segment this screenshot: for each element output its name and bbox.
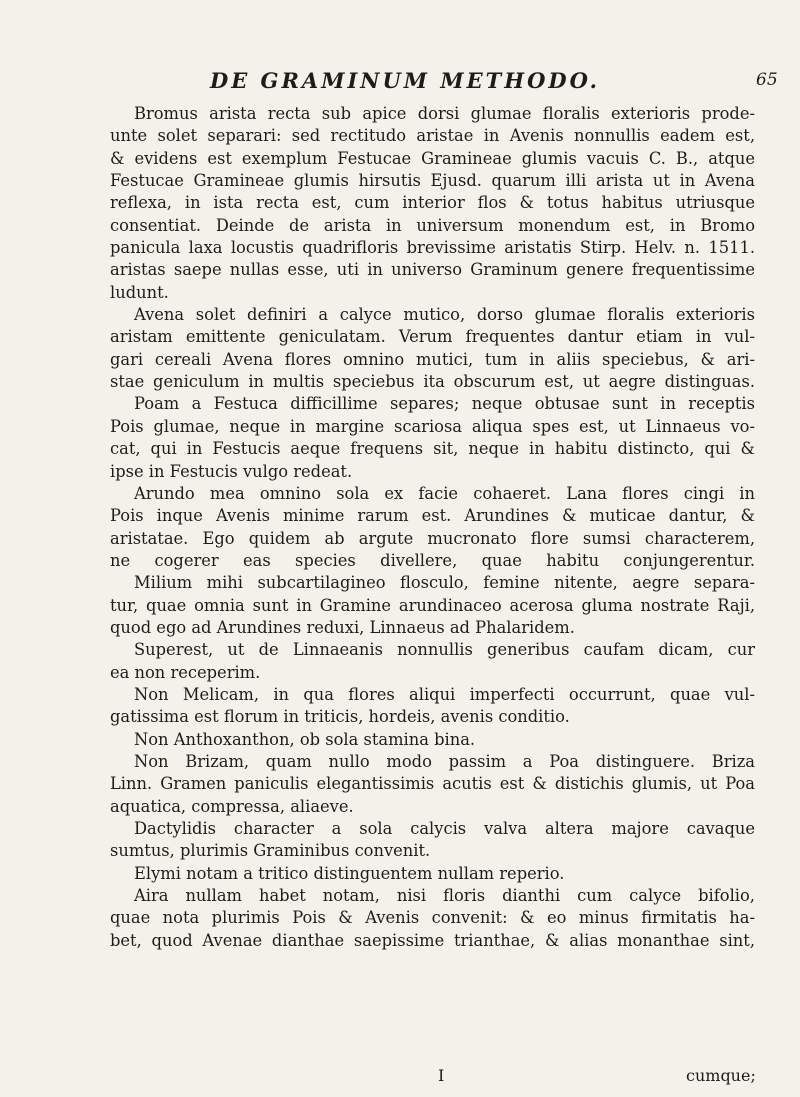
text-line: Non Brizam, quam nullo modo passim a Poa distinguere. Briza — [134, 751, 755, 771]
running-head — [0, 68, 800, 98]
text-line: & evidens est exemplum Festucae Gramineae glumis vacuis C. B., atque — [110, 148, 755, 168]
text-line: ludunt. — [110, 282, 169, 302]
text-line: Dactylidis character a sola calycis valva altera majore cavaque — [134, 819, 755, 838]
catchword: cumque; — [686, 1066, 756, 1085]
text-line: aquatica, compressa, aliaeve. — [110, 796, 354, 816]
text-line: Superest, ut de Linnaeanis nonnullis generibus caufam dicam, cur — [134, 640, 755, 660]
text-line: ipse in Festucis vulgo redeat. — [110, 461, 353, 481]
text-line: Arundo mea omnino sola ex facie cohaeret. Lana flores cingi in — [134, 483, 755, 503]
text-line: Aira nullam habet notam, nisi floris dianthi cum calyce bifolio, — [134, 886, 755, 906]
text-line: aristatae. Ego quidem ab argute mucronato flore sumsi characterem, — [110, 528, 755, 548]
text-line: Poam a Festuca difficillime separes; neque obtusae sunt in receptis — [134, 394, 755, 414]
text-line: Festucae Gramineae glumis hirsutis Ejusd. quarum illi arista ut in Avena — [110, 171, 755, 191]
signature-mark: I — [438, 1066, 445, 1085]
page-number: 65 — [756, 70, 778, 90]
text-line: tur, quae omnia sunt in Gramine arundinaceo acerosa gluma nostrate Raji, — [110, 595, 755, 615]
text-line: gatissima est florum in triticis, hordeis, avenis conditio. — [110, 707, 570, 727]
text-line: panicula laxa locustis quadrifloris brevissime aristatis Stirp. Helv. n. 1511. — [110, 238, 755, 258]
text-line: Pois glumae, neque in margine scariosa aliqua spes est, ut Linnaeus vo- — [110, 416, 755, 436]
text-line: Milium mihi subcartilagineo flosculo, femine nitente, aegre separa- — [134, 573, 755, 593]
text-line: quae nota plurimis Pois & Avenis convenit: & eo minus firmitatis ha- — [110, 908, 755, 928]
text-line: reflexa, in ista recta est, cum interior flos & totus habitus utriusque — [110, 193, 755, 213]
text-line: Pois inque Avenis minime rarum est. Arundines & muticae dantur, & — [110, 506, 755, 526]
text-line: aristam emittente geniculatam. Verum frequentes dantur etiam in vul- — [110, 327, 755, 347]
text-line: Bromus arista recta sub apice dorsi glumae floralis exterioris prode- — [134, 104, 755, 123]
text-line: Linn. Gramen paniculis elegantissimis acutis est & distichis glumis, ut Poa — [110, 774, 755, 794]
text-line: Avena solet definiri a calyce mutico, dorso glumae floralis exterioris — [134, 305, 755, 325]
text-line: quod ego ad Arundines reduxi, Linnaeus ad Phalaridem. — [110, 617, 575, 637]
text-line: sumtus, plurimis Graminibus convenit. — [110, 841, 431, 861]
text-line: bet, quod Avenae dianthae saepissime trianthae, & alias monanthae sint, — [110, 930, 755, 950]
running-head-title: DE GRAMINUM METHODO. — [210, 68, 600, 93]
body-text — [110, 103, 755, 952]
text-line: Elymi notam a tritico distinguentem nullam reperio. — [134, 863, 565, 883]
text-line: ea non receperim. — [110, 662, 261, 682]
text-line: cat, qui in Festucis aeque frequens sit, neque in habitu distincto, qui & — [110, 439, 755, 459]
text-line: gari cereali Avena flores omnino mutici, tum in aliis speciebus, & ari- — [110, 349, 755, 369]
text-line: ne cogerer eas species divellere, quae habitu conjungerentur. — [110, 550, 755, 570]
text-line: Non Melicam, in qua flores aliqui imperfecti occurrunt, quae vul- — [134, 684, 755, 704]
text-line: stae geniculum in multis speciebus ita obscurum est, ut aegre distinguas. — [110, 372, 755, 392]
text-line: consentiat. Deinde de arista in universum monendum est, in Bromo — [110, 215, 755, 235]
text-line: unte solet separari: sed rectitudo aristae in Avenis nonnullis eadem est, — [110, 126, 755, 146]
text-line: aristas saepe nullas esse, uti in universo Graminum genere frequentissime — [110, 260, 755, 280]
text-line: Non Anthoxanthon, ob sola stamina bina. — [134, 729, 476, 749]
